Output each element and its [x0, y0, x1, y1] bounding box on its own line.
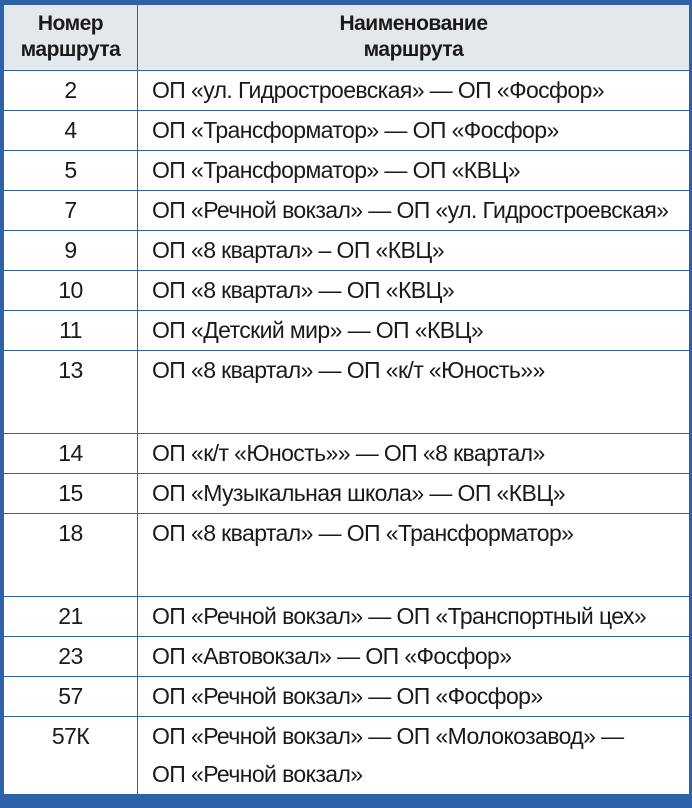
- route-name: ОП «Музыкальная школа» — ОП «КВЦ»: [138, 474, 690, 514]
- route-number: 11: [4, 311, 138, 351]
- table-row: [4, 71, 690, 111]
- table-row: [4, 151, 690, 191]
- route-name: ОП «Автовокзал» — ОП «Фосфор»: [138, 637, 690, 677]
- route-number: 9: [4, 231, 138, 271]
- route-number: 57К: [4, 717, 138, 795]
- route-name-line2: ОП «Речной вокзал»: [152, 761, 363, 787]
- table-row: [4, 514, 690, 597]
- route-number: 5: [4, 151, 138, 191]
- route-name: ОП «Трансформатор» — ОП «Фосфор»: [138, 111, 690, 151]
- header-route-number: [4, 5, 138, 71]
- route-name: ОП «Детский мир» — ОП «КВЦ»: [138, 311, 690, 351]
- route-number: 18: [4, 514, 138, 597]
- route-name: ОП «к/т «Юность»» — ОП «8 квартал»: [138, 434, 690, 474]
- table-row: [4, 597, 690, 637]
- route-name: ОП «Речной вокзал» — ОП «Фосфор»: [138, 677, 690, 717]
- table-row: [4, 311, 690, 351]
- header-route-name-line1: Наименование: [339, 12, 488, 35]
- route-number: 7: [4, 191, 138, 231]
- route-number: 2: [4, 71, 138, 111]
- table-row: [4, 191, 690, 231]
- route-number: 23: [4, 637, 138, 677]
- table-row: [4, 677, 690, 717]
- header-route-name: [138, 5, 690, 71]
- route-name: ОП «Речной вокзал» — ОП «Транспортный цех»: [138, 597, 690, 637]
- route-name: ОП «8 квартал» — ОП «к/т «Юность»»: [138, 351, 690, 434]
- table-row: [4, 434, 690, 474]
- route-number: 10: [4, 271, 138, 311]
- route-number: 14: [4, 434, 138, 474]
- route-name: ОП «8 квартал» — ОП «Трансформатор»: [138, 514, 690, 597]
- route-number: 13: [4, 351, 138, 434]
- table-row: [4, 111, 690, 151]
- table-row: [4, 351, 690, 434]
- table-row: [4, 717, 690, 795]
- header-route-name-line2: маршрута: [363, 38, 464, 61]
- route-name-line1: ОП «Речной вокзал» — ОП «Молокозавод» —: [152, 723, 624, 749]
- header-row: [4, 5, 690, 71]
- route-number: 57: [4, 677, 138, 717]
- table-row: [4, 271, 690, 311]
- route-number: 4: [4, 111, 138, 151]
- route-number: 15: [4, 474, 138, 514]
- route-name: ОП «ул. Гидростроевская» — ОП «Фосфор»: [138, 71, 690, 111]
- table-row: [4, 637, 690, 677]
- route-name: ОП «8 квартал» – ОП «КВЦ»: [138, 231, 690, 271]
- header-route-number-line1: Номер: [37, 12, 104, 35]
- header-route-number-line2: маршрута: [20, 38, 121, 61]
- table-row: [4, 474, 690, 514]
- route-name: [138, 717, 690, 795]
- route-number: 21: [4, 597, 138, 637]
- route-name: ОП «8 квартал» — ОП «КВЦ»: [138, 271, 690, 311]
- table-row: [4, 231, 690, 271]
- route-name: ОП «Трансформатор» — ОП «КВЦ»: [138, 151, 690, 191]
- route-name: ОП «Речной вокзал» — ОП «ул. Гидростроевская»: [138, 191, 690, 231]
- routes-table: [3, 4, 690, 795]
